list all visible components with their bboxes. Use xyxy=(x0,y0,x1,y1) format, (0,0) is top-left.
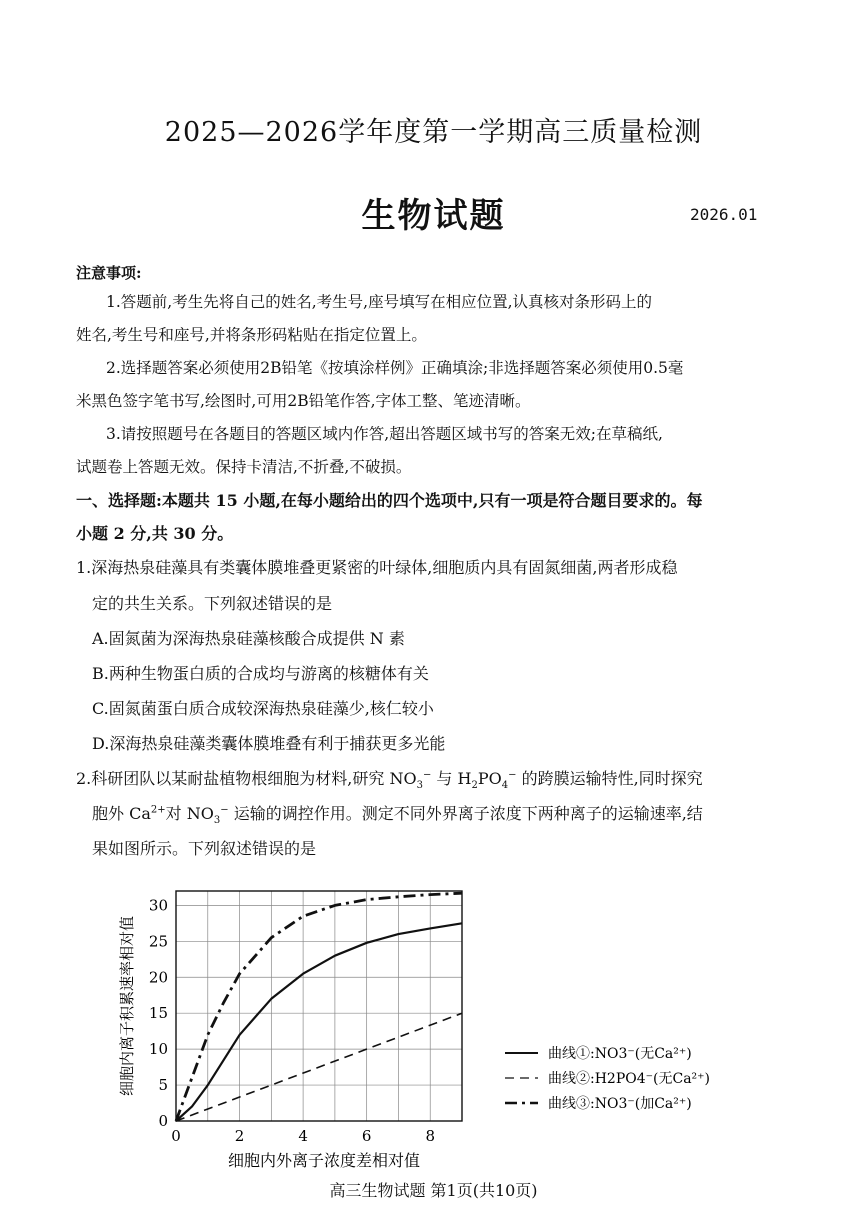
y-tick-label-2: 10 xyxy=(148,1040,168,1059)
notice-item-3a: 3.请按照题号在各题目的答题区域内作答,超出答题区域书写的答案无效;在草稿纸, xyxy=(106,425,663,443)
q1-option-c: C.固氮菌蛋白质合成较深海热泉硅藻少,核仁较小 xyxy=(92,699,434,718)
q2-stem-b: 胞外 $Ca^{2+}$对 $NO_3^-$ 运输的调控作用。测定不同外界离子浓度下两种离子的运输速率,结 xyxy=(92,804,703,827)
q1-stem-b: 定的共生关系。下列叙述错误的是 xyxy=(92,594,333,613)
legend-label-2: 曲线②:H2PO4⁻(无Ca²⁺) xyxy=(548,1071,711,1087)
subject-title: 生物试题 xyxy=(361,196,506,236)
page-footer: 高三生物试题 第1页(共10页) xyxy=(329,1181,538,1200)
notice-item-2a: 2.选择题答案必须使用2B铅笔《按填涂样例》正确填涂;非选择题答案必须使用0.5毫 xyxy=(106,359,684,377)
section-heading-b: 小题 2 分,共 30 分。 xyxy=(76,524,234,543)
notice-item-3b: 试题卷上答题无效。保持卡清洁,不折叠,不破损。 xyxy=(76,458,412,476)
legend-label-1: 曲线①:NO3⁻(无Ca²⁺) xyxy=(548,1046,692,1062)
x-tick-label-0: 0 xyxy=(171,1127,181,1145)
exam-title: 2025—2026学年度第一学期高三质量检测 xyxy=(164,117,703,148)
q2-chart xyxy=(110,875,750,1170)
q2-stem-a: 2.科研团队以某耐盐植物根细胞为材料,研究 $NO_3^-$ 与 $H_2PO_4^-$ 的跨膜运输特性,同时探究 xyxy=(76,769,703,792)
y-tick-label-3: 15 xyxy=(148,1004,168,1023)
notice-heading: 注意事项: xyxy=(76,264,142,282)
section-heading-a: 一、选择题:本题共 15 小题,在每小题给出的四个选项中,只有一项是符合题目要求的。每 xyxy=(76,491,703,510)
x-tick-label-1: 2 xyxy=(234,1127,245,1145)
exam-date: 2026.01 xyxy=(690,205,758,224)
q1-option-a: A.固氮菌为深海热泉硅藻核酸合成提供 N 素 xyxy=(92,629,405,648)
y-axis-label: 细胞内离子积累速率相对值 xyxy=(118,915,136,1097)
q1-option-d: D.深海热泉硅藻类囊体膜堆叠有利于捕获更多光能 xyxy=(92,734,446,753)
x-axis-label: 细胞内外离子浓度差相对值 xyxy=(227,1151,421,1170)
q1-stem-a: 1.深海热泉硅藻具有类囊体膜堆叠更紧密的叶绿体,细胞质内具有固氮细菌,两者形成稳 xyxy=(76,558,678,577)
series-line-1 xyxy=(176,923,462,1121)
series-line-3 xyxy=(176,893,462,1121)
notice-item-2b: 米黑色签字笔书写,绘图时,可用2B铅笔作答,字体工整、笔迹清晰。 xyxy=(76,392,531,410)
notice-item-1a: 1.答题前,考生先将自己的姓名,考生号,座号填写在相应位置,认真核对条形码上的 xyxy=(106,293,652,311)
legend-label-3: 曲线③:NO3⁻(加Ca²⁺) xyxy=(548,1096,692,1112)
y-tick-label-5: 25 xyxy=(148,932,168,951)
y-tick-label-4: 20 xyxy=(148,968,168,987)
notice-item-1b: 姓名,考生号和座号,并将条形码粘贴在指定位置上。 xyxy=(76,326,427,344)
x-tick-label-4: 8 xyxy=(425,1127,435,1145)
q2-stem-c: 果如图所示。下列叙述错误的是 xyxy=(92,839,317,858)
plot-frame xyxy=(176,891,462,1121)
x-tick-label-3: 6 xyxy=(361,1127,372,1145)
y-tick-label-6: 30 xyxy=(148,896,168,915)
q1-option-b: B.两种生物蛋白质的合成均与游离的核糖体有关 xyxy=(92,664,429,683)
x-tick-label-2: 4 xyxy=(298,1127,308,1145)
y-tick-label-0: 0 xyxy=(158,1112,168,1130)
y-tick-label-1: 5 xyxy=(158,1076,168,1095)
